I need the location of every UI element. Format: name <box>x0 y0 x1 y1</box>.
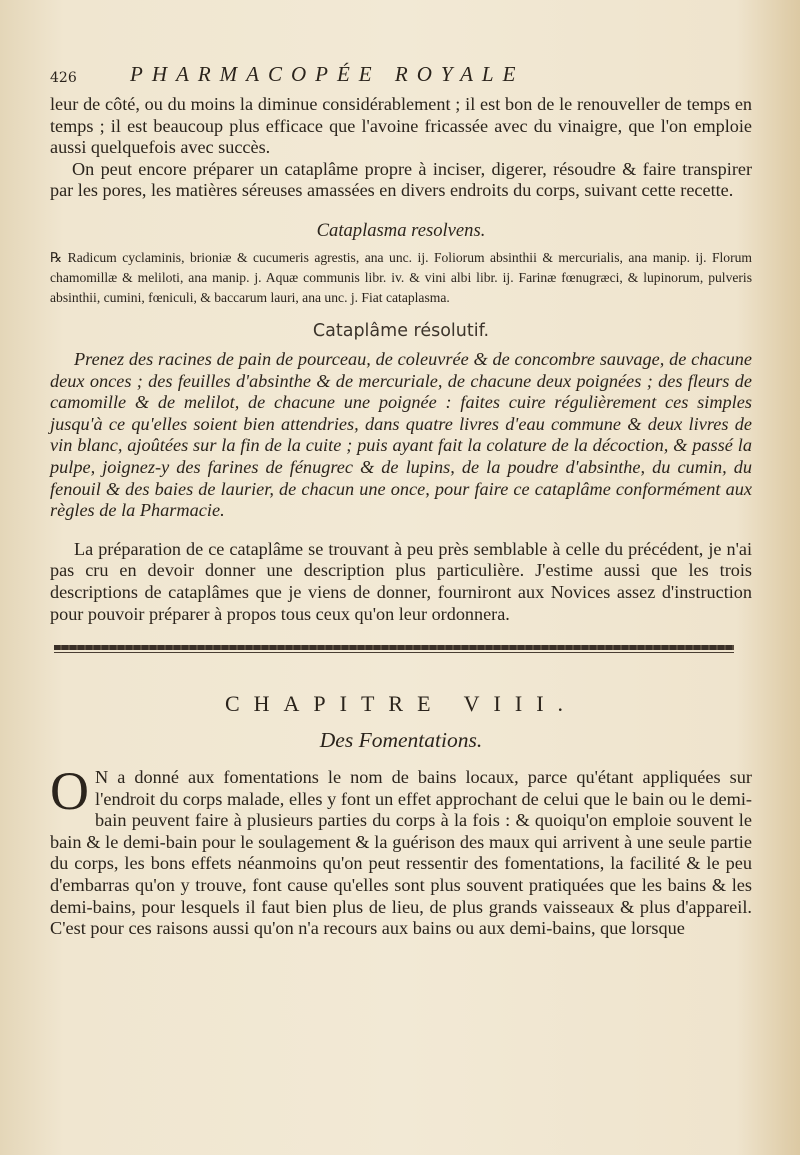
intro-paragraph: leur de côté, ou du moins la diminue considérablement ; il est bon de le renouveller de temps en temps ; il est beaucoup plus efficace que l'avoine fricassée avec du vinaigre, que l'on emploie aussi quelquefois avec succès. <box>50 94 752 158</box>
latin-recipe-title: Cataplasma resolvens. <box>316 219 486 241</box>
intro-paragraph-2: On peut encore préparer un cataplâme propre à inciser, digerer, résoudre & faire transpirer par les pores, les matières séreuses amassées en divers endroits du corps, suivant cette recette. <box>50 158 752 201</box>
french-recipe-text: Prenez des racines de pain de pourceau, de coleuvrée & de concombre sauvage, de chacune deux onces ; des feuilles d'absinthe & de mercuriale, de chacune deux poignées ; des fleurs de camomille & de melilot, de chacune une poignée : faites cuire régulièrement ces simples jusqu'à ce qu'elles soient bien attendries, dans quatre livres d'eau commune & deux livres de vin blanc, ajoûtées sur la fin de la cuite ; puis ayant fait la colature de la décoction, & passé la pulpe, joignez-y des farines de fénugrec & de lupins, de la poudre d'absinthe, du cumin, du fenouil & des baies de laurier, de chacun une once, pour faire ce cataplâme conformément aux règles de la Pharmacie. <box>50 348 752 521</box>
running-head <box>50 62 752 90</box>
ornamental-rule <box>50 645 752 655</box>
chapter-heading: CHAPITRE VIII. <box>224 691 578 717</box>
body-text <box>50 94 752 940</box>
page-number: 426 <box>50 70 77 86</box>
french-recipe-title: Cataplâme résolutif. <box>312 320 490 341</box>
latin-recipe-text: ℞ Radicum cyclaminis, brioniæ & cucumeris agrestis, ana unc. ij. Foliorum absinthii & mercurialis, ana manip. ij. Florum chamomillæ & meliloti, ana manip. j. Aquæ communis libr. iv. & vini albi libr. ij. Farinæ fœnugræci, & lupinorum, pulveris absinthii, cumini, fœniculi, & baccarum lauri, ana unc. j. Fiat cataplasma. <box>50 249 752 305</box>
running-title: PHARMACOPÉE ROYALE <box>130 62 525 86</box>
chapter-subtitle: Des Fomentations. <box>319 728 483 753</box>
rule-thick <box>54 645 734 650</box>
chapter-opening-paragraph <box>50 761 752 940</box>
rule-thin <box>54 652 734 653</box>
drop-cap: O <box>50 761 89 822</box>
chapter-opening-text: N a donné aux fomentations le nom de bains locaux, parce qu'étant appliquées sur l'endroit du corps malade, elles y font un effet approchant de celui que le bain ou le demi-bain peuvent faire à plusieurs parties du corps à la fois : & quoiqu'on emploie souvent le bain & le demi-bain pour le soulagement & la guérison des maux qui arrivent à une seule partie du corps, les bons effets néanmoins qu'on peut ressentir des fomentations, la facilité & le peu d'embarras qu'on y trouve, font cause qu'elles sont plus souvent pratiquées que les bains & les demi-bains, pour lesquels il faut bien plus de lieu, de plus grands vaisseaux & plus d'appareil. C'est pour ces raisons aussi qu'on n'a recours aux bains ou aux demi-bains, que lorsque <box>50 767 752 939</box>
preparation-paragraph: La préparation de ce cataplâme se trouvant à peu près semblable à celle du précédent, je n'ai pas cru en devoir donner une description plus particulière. J'estime aussi que les trois descriptions de cataplâmes que je viens de donner, fourniront aux Novices assez d'instruction pour pouvoir préparer à propos tous ceux qu'on leur ordonnera. <box>50 538 752 624</box>
